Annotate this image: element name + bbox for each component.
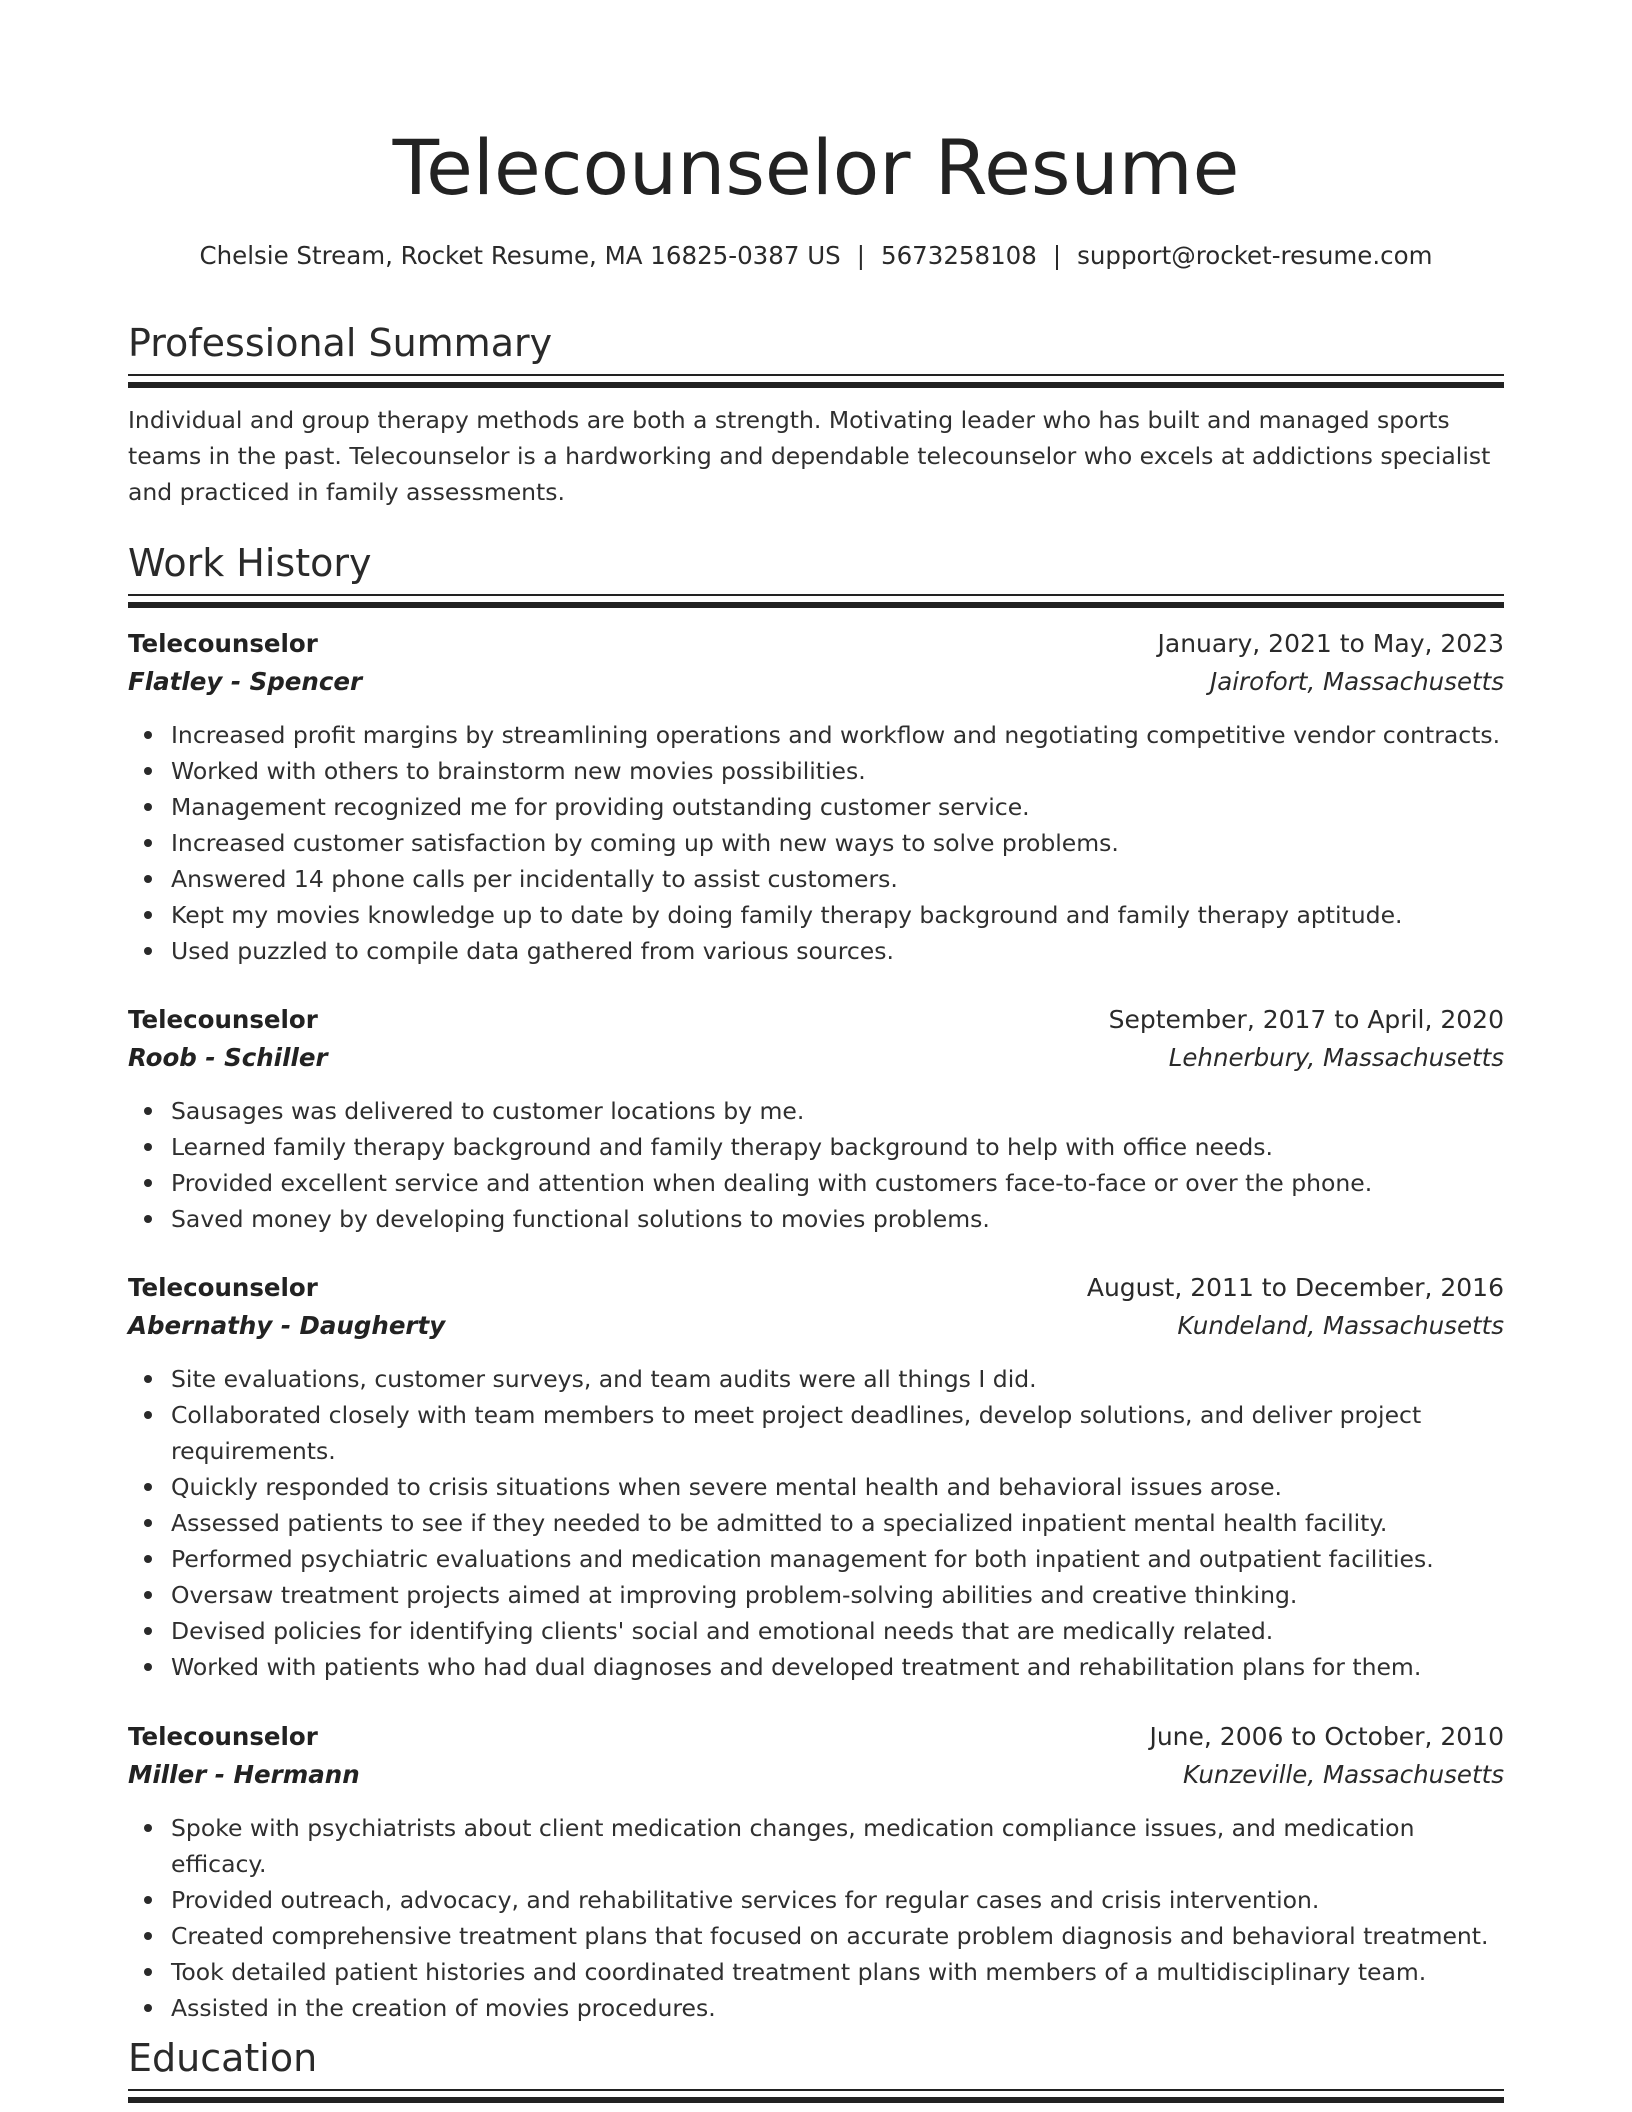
- section-divider: [128, 374, 1504, 388]
- education-heading: Education: [128, 2036, 318, 2080]
- job-title: Telecounselor: [128, 1273, 318, 1302]
- list-item: Management recognized me for providing outstanding customer service.: [128, 789, 1504, 825]
- list-item: Site evaluations, customer surveys, and team audits were all things I did.: [128, 1361, 1504, 1397]
- list-item: Saved money by developing functional solutions to movies problems.: [128, 1201, 1504, 1237]
- list-item: Oversaw treatment projects aimed at improving problem-solving abilities and creative thinking.: [128, 1577, 1504, 1613]
- job-dates: September, 2017 to April, 2020: [1108, 1005, 1504, 1034]
- list-item: Kept my movies knowledge up to date by doing family therapy background and family therapy aptitude.: [128, 897, 1504, 933]
- list-item: Learned family therapy background and family therapy background to help with office needs.: [128, 1129, 1504, 1165]
- job-location: Lehnerbury, Massachusetts: [1168, 1043, 1504, 1072]
- job-bullets: [128, 1810, 1504, 2026]
- resume-title: Telecounselor Resume: [392, 123, 1240, 212]
- list-item: Quickly responded to crisis situations when severe mental health and behavioral issues arose.: [128, 1469, 1504, 1505]
- summary-heading: Professional Summary: [128, 321, 553, 365]
- list-item: Increased profit margins by streamlining operations and workflow and negotiating competitive vendor contracts.: [128, 717, 1504, 753]
- contact-separator: |: [856, 241, 865, 270]
- contact-separator: |: [1052, 241, 1062, 270]
- job-location: Kundeland, Massachusetts: [1177, 1311, 1504, 1340]
- list-item: Assessed patients to see if they needed to be admitted to a specialized inpatient mental health facility.: [128, 1505, 1504, 1541]
- job-title: Telecounselor: [128, 1722, 318, 1751]
- work-history-heading: Work History: [128, 541, 372, 585]
- job-title: Telecounselor: [128, 1005, 318, 1034]
- list-item: Sausages was delivered to customer locations by me.: [128, 1093, 1504, 1129]
- job-location: Kunzeville, Massachusetts: [1182, 1760, 1504, 1789]
- job-dates: June, 2006 to October, 2010: [1149, 1722, 1504, 1751]
- job-bullets: [128, 1093, 1504, 1237]
- list-item: Spoke with psychiatrists about client medication changes, medication compliance issues, and medication efficacy.: [128, 1810, 1504, 1882]
- job-location: Jairofort, Massachusetts: [1209, 667, 1504, 696]
- list-item: Worked with patients who had dual diagnoses and developed treatment and rehabilitation plans for them.: [128, 1649, 1504, 1685]
- list-item: Increased customer satisfaction by coming up with new ways to solve problems.: [128, 825, 1504, 861]
- list-item: Devised policies for identifying clients' social and emotional needs that are medically related.: [128, 1613, 1504, 1649]
- job-entry: [128, 1718, 1504, 2026]
- list-item: Used puzzled to compile data gathered from various sources.: [128, 933, 1504, 969]
- list-item: Provided excellent service and attention when dealing with customers face-to-face or over the phone.: [128, 1165, 1504, 1201]
- contact-address: Chelsie Stream, Rocket Resume, MA 16825-0387 US: [199, 241, 841, 270]
- job-entry: [128, 625, 1504, 969]
- section-divider: [128, 2089, 1504, 2103]
- job-bullets: [128, 717, 1504, 969]
- job-bullets: [128, 1361, 1504, 1685]
- summary-text: Individual and group therapy methods are both a strength. Motivating leader who has built and managed sports teams in the past. Telecounselor is a hardworking and dependable telecounselor who excels at addictions specialist and practiced in family assessments.: [128, 406, 1491, 506]
- job-title: Telecounselor: [128, 629, 318, 658]
- job-company: Flatley - Spencer: [128, 667, 363, 696]
- list-item: Performed psychiatric evaluations and medication management for both inpatient and outpatient facilities.: [128, 1541, 1504, 1577]
- contact-phone: 5673258108: [880, 241, 1037, 270]
- job-dates: August, 2011 to December, 2016: [1086, 1273, 1504, 1302]
- job-company: Roob - Schiller: [128, 1043, 328, 1072]
- list-item: Answered 14 phone calls per incidentally to assist customers.: [128, 861, 1504, 897]
- list-item: Worked with others to brainstorm new movies possibilities.: [128, 753, 1504, 789]
- list-item: Assisted in the creation of movies procedures.: [128, 1990, 1504, 2026]
- list-item: Created comprehensive treatment plans that focused on accurate problem diagnosis and behavioral treatment.: [128, 1918, 1504, 1954]
- list-item: Provided outreach, advocacy, and rehabilitative services for regular cases and crisis intervention.: [128, 1882, 1504, 1918]
- list-item: Collaborated closely with team members to meet project deadlines, develop solutions, and deliver project requirements.: [128, 1397, 1504, 1469]
- contact-email: support@rocket-resume.com: [1077, 241, 1433, 270]
- job-dates: January, 2021 to May, 2023: [1157, 629, 1504, 658]
- job-company: Miller - Hermann: [128, 1760, 360, 1789]
- job-entry: [128, 1269, 1504, 1685]
- section-divider: [128, 594, 1504, 608]
- contact-line: [128, 236, 1504, 276]
- list-item: Took detailed patient histories and coordinated treatment plans with members of a multidisciplinary team.: [128, 1954, 1504, 1990]
- job-company: Abernathy - Daugherty: [128, 1311, 446, 1340]
- job-entry: [128, 1001, 1504, 1237]
